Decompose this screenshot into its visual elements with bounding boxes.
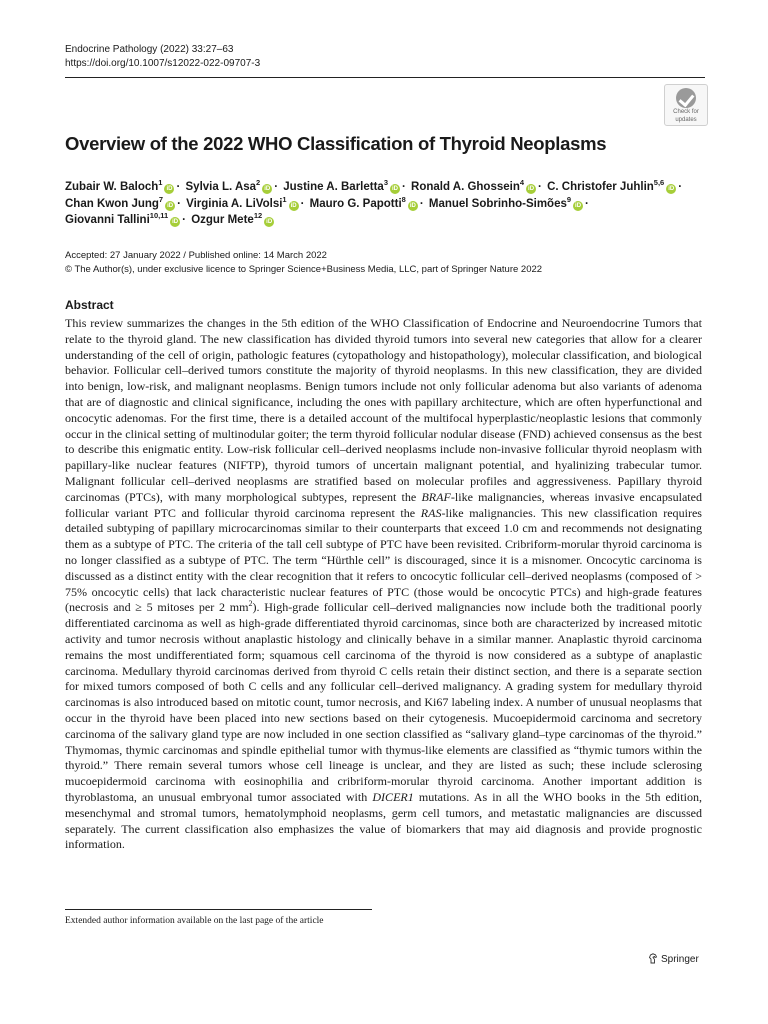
footnote: Extended author information available on the last page of the article (65, 916, 324, 926)
abstract-heading: Abstract (65, 298, 114, 312)
publisher-name: Springer (661, 954, 699, 965)
author[interactable]: Sylvia L. Asa$^2$iD (185, 178, 271, 193)
author[interactable]: Manuel Sobrinho-Simões$^9$iD (428, 194, 582, 210)
author[interactable]: Zubair W. Baloch$^1$iD (65, 178, 173, 193)
footnote-divider (65, 909, 372, 910)
publisher-logo (648, 953, 699, 965)
abstract-body: This review summarizes the changes in the 5th edition of the WHO Classification of Endocrine and Neuroendocrine Tumors that relate to the thyroid gland. The new classification has divided thyroid tumors into several new categories that allow for a clearer understanding of the cell of origin, pathologic features (cytopathology and histopathology), molecular classification, and biological behavior. Follicular cell–derived tumors constitute the majority of thyroid neoplasms. In this new classification, they are divided into benign, low-risk, and malignant neoplasms. Benign tumors include not only follicular adenoma but also variants of adenoma that are of diagnostic and clinical significance, including the ones with papillary architecture, which are often hyperfunctional and oncocytic adenomas. For the first time, there is a detailed account of the multifocal hyperplastic/neoplastic lesions that commonly occur in the clinical setting of multinodular goiter; the term thyroid follicular nodular disease (FND) achieved consensus as the best to describe this enigmatic entity. Low-risk follicular cell–derived neoplasms include non-invasive follicular thyroid neoplasm with papillary-like nuclear features (NIFTP), thyroid tumors of uncertain malignant potential, and hyalinizing trabecular tumor. Malignant follicular cell–derived neoplasms are stratified based on molecular profiles and aggressiveness. Papillary thyroid carcinomas (PTCs), with many morphological subtypes, represent the BRAF-like malignancies, whereas invasive encapsulated follicular variant PTC and follicular thyroid carcinoma represent the RAS-like malignancies. This new classification requires detailed subtyping of papillary microcarcinomas similar to their counterparts that exceed 1.0 cm and recommends not designating them as a subtype of PTC. The criteria of the tall cell subtype of PTC have been revisited. Cribriform-morular thyroid carcinoma is no longer classified as a subtype of PTC. The term “Hürthle cell” is discouraged, since it is a misnomer. Oncocytic carcinoma is discussed as a distinct entity with the clear recognition that it refers to oncocytic follicular cell–derived neoplasms (composed of > 75% oncocytic cells) that lack characteristic nuclear features of PTC (those would be oncocytic PTCs) and high-grade features (necrosis and ≥ 5 mitoses per 2 $mm^2$). High-grade follicular cell–derived malignancies now include both the traditional poorly differentiated carcinoma as well as high-grade differentiated thyroid carcinomas, since both are characterized by increased mitotic activity and tumor necrosis without anaplastic histology and clinically behave in a similar manner. Anaplastic thyroid carcinoma remains the most undifferentiated form; squamous cell carcinoma of the thyroid is now considered as a subtype of anaplastic carcinoma. Medullary thyroid carcinomas derived from thyroid C cells retain their distinct section, and there is a separate section for mixed tumors composed of both C cells and any follicular cell–derived malignancy. A grading system for medullary thyroid carcinomas is also introduced based on mitotic count, tumor necrosis, and Ki67 labeling index. A number of unusual neoplasms that occur in the thyroid have been placed into new sections based on their cytogenesis. Mucoepidermoid carcinoma and secretory carcinoma of the salivary gland type are now included in one section classified as “salivary gland–type carcinomas of the thyroid.” Thymomas, thymic carcinomas and spindle epithelial tumor with thymus-like elements are classified as “thymic tumors within the thyroid.” There remain several tumors whose cell lineage is unclear, and they are listed as such; these include sclerosing mucoepidermoid carcinoma with eosinophilia and cribriform-morular thyroid carcinoma. Another important addition is thyroblastoma, an unusual embryonal tumor associated with DICER1 mutations. As in all the WHO books in the 5th edition, mesenchymal and stromal tumors, hematolymphoid neoplasms, germ cell tumors, and metastatic malignancies are discussed separately. The current classification also emphasizes the value of biomarkers that may aid diagnosis and provide prognostic information. (65, 316, 703, 852)
author[interactable]: Virginia A. LiVolsi$^1$iD (186, 194, 297, 210)
author[interactable]: Giovanni Tallini$^{10,11}$iD (65, 211, 179, 226)
author[interactable]: C. Christofer Juhlin$^{5,6}$iD (547, 178, 675, 193)
author[interactable]: Ozgur Mete$^{12}$iD (191, 211, 273, 226)
orcid-icon[interactable]: iD (167, 202, 174, 209)
author[interactable]: Ronald A. Ghossein$^4$iD (411, 178, 535, 193)
accepted-published-line: Accepted: 27 January 2022 / Published online: 14 March 2022 (65, 250, 327, 261)
orcid-icon[interactable]: iD (528, 186, 535, 192)
doi-link[interactable]: https://doi.org/10.1007/s12022-022-09707-3 (65, 58, 261, 69)
orcid-icon[interactable]: iD (166, 186, 173, 192)
orcid-icon[interactable]: iD (290, 202, 297, 209)
orcid-icon[interactable]: iD (266, 219, 273, 225)
orcid-icon[interactable]: iD (668, 186, 675, 192)
journal-header (65, 43, 260, 71)
author[interactable]: Chan Kwon Jung$^7$iD (65, 194, 174, 210)
orcid-icon[interactable]: iD (264, 186, 271, 192)
crossmark-label-line1: Check for (673, 109, 699, 115)
crossmark-icon (676, 88, 696, 108)
article-title: Overview of the 2022 WHO Classification of Thyroid Neoplasms (65, 133, 607, 154)
author[interactable]: Justine A. Barletta$^3$iD (283, 178, 398, 193)
copyright-line: © The Author(s), under exclusive licence to Springer Science+Business Media, LLC, part of Springer Nature 2022 (65, 264, 543, 275)
orcid-icon[interactable]: iD (172, 219, 179, 225)
crossmark-label-line2: updates (675, 117, 697, 123)
orcid-icon[interactable]: iD (391, 186, 398, 192)
check-for-updates-badge[interactable] (664, 84, 708, 126)
orcid-icon[interactable]: iD (575, 202, 582, 209)
journal-citation: Endocrine Pathology (2022) 33:27–63 (65, 44, 234, 55)
author-list: Zubair W. Baloch$^1$iD · Sylvia L. Asa$^2$iD · Justine A. Barletta$^3$iD · Ronald A. Ghossein$^4$iD · C. Christofer Juhlin$^{5,6}$iD · Chan Kwon Jung$^7$iD · Virginia A. LiVolsi$^1$iD · Mauro G. Papotti$^8$iD · Manuel Sobrinho-Simões$^9$iD · Giovanni Tallini$^{10,11}$iD · Ozgur Mete$^{12}$iD (65, 178, 683, 226)
author[interactable]: Mauro G. Papotti$^8$iD (309, 194, 416, 210)
article-dates (65, 249, 542, 277)
orcid-icon[interactable]: iD (409, 202, 416, 209)
header-divider (65, 77, 705, 78)
springer-horse-icon (648, 953, 658, 964)
